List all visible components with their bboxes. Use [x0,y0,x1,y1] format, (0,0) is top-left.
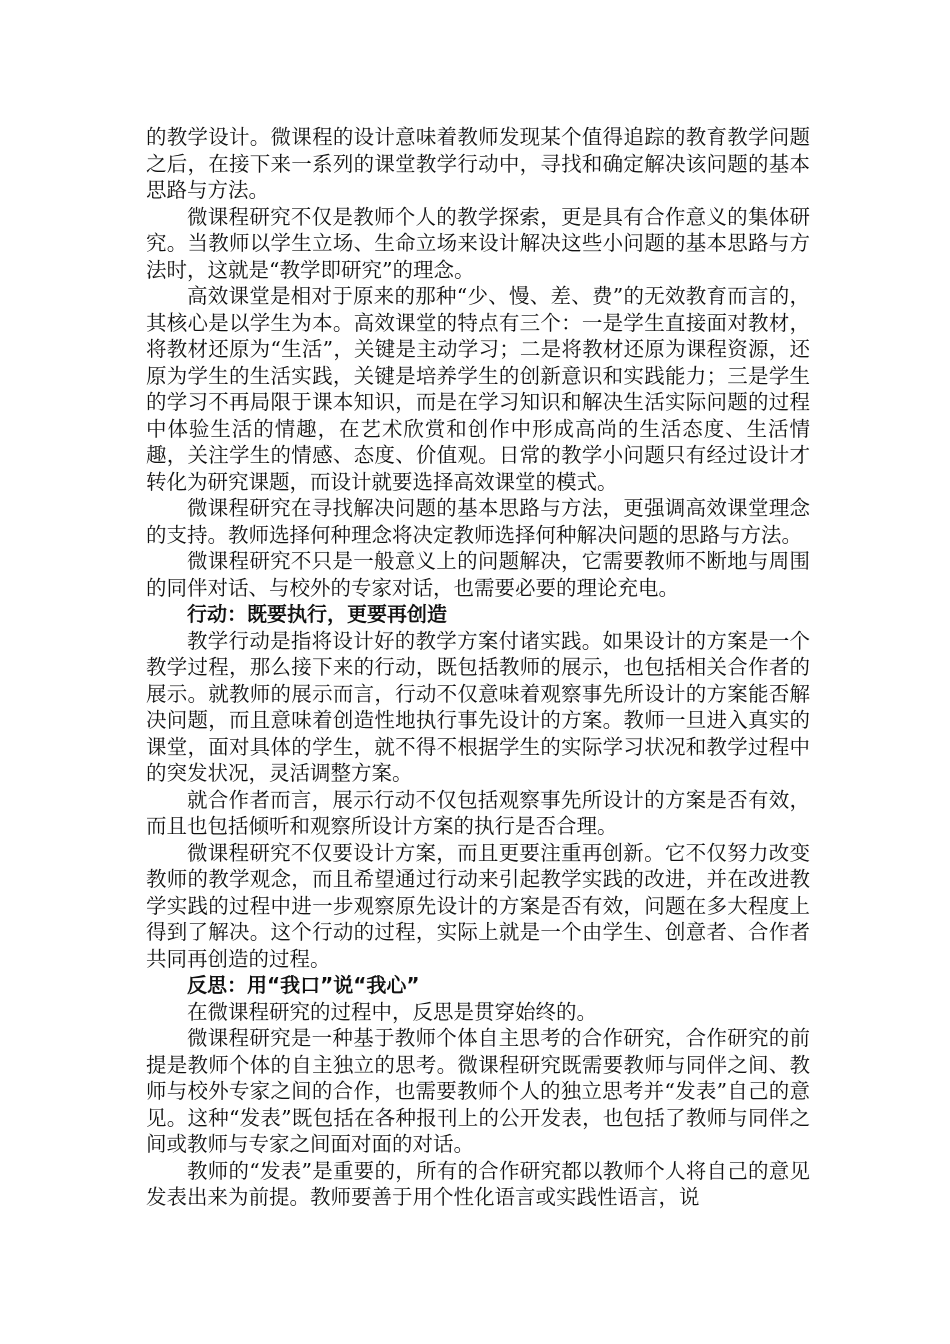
paragraph-independent-thinking: 微课程研究是一种基于教师个体自主思考的合作研究，合作研究的前提是教师个体的自主独立的思考。微课程研究既需要教师与同伴之间、教师与校外专家之间的合作，也需要教师个人的独立思考并“发表”自己的意见。这种“发表”既包括在各种报刊上的公开发表，也包括了教师与同伴之间或教师与专家之间面对面的对话。 [146,1026,810,1156]
section-heading-reflection: 反思：用“我口”说“我心” [187,973,420,997]
section-heading-action: 行动：既要执行，更要再创造 [187,602,447,626]
document-body [146,124,810,1211]
paragraph-collaborators: 就合作者而言，展示行动不仅包括观察事先所设计的方案是否有效，而且也包括倾听和观察所设计方案的执行是否合理。 [146,787,810,838]
paragraph-recreation: 微课程研究不仅要设计方案，而且更要注重再创新。它不仅努力改变教师的教学观念，而且希望通过行动来引起教学实践的改进，并在改进教学实践的过程中进一步观察原先设计的方案是否有效，问题在多大程度上得到了解决。这个行动的过程，实际上就是一个由学生、创意者、合作者共同再创造的过程。 [146,840,810,971]
paragraph-publishing: 教师的“发表”是重要的，所有的合作研究都以教师个人将自己的意见发表出来为前提。教师要善于用个性化语言或实践性语言，说 [146,1158,810,1209]
paragraph-teaching-action: 教学行动是指将设计好的教学方案付诸实践。如果设计的方案是一个教学过程，那么接下来的行动，既包括教师的展示，也包括相关合作者的展示。就教师的展示而言，行动不仅意味着观察事先所设计的方案能否解决问题，而且意味着创造性地执行事先设计的方案。教师一旦进入真实的课堂，面对具体的学生，就不得不根据学生的实际学习状况和教学过程中的突发状况，灵活调整方案。 [146,628,810,785]
paragraph-collaborative-research: 微课程研究不仅是教师个人的教学探索，更是具有合作意义的集体研究。当教师以学生立场、生命立场来设计解决这些小问题的基本思路与方法时，这就是“教学即研究”的理念。 [146,204,810,282]
paragraph-theory-support: 微课程研究在寻找解决问题的基本思路与方法，更强调高效课堂理念的支持。教师选择何种理念将决定教师选择何种解决问题的思路与方法。 [146,496,810,547]
paragraph-efficient-classroom: 高效课堂是相对于原来的那种“少、慢、差、费”的无效教育而言的，其核心是以学生为本。高效课堂的特点有三个：一是学生直接面对教材，将教材还原为“生活”，关键是主动学习；二是将教材还原为课程资源，还原为学生的生活实践，关键是培养学生的创新意识和实践能力；三是学生的学习不再局限于课本知识，而是在学习知识和解决生活实际问题的过程中体验生活的情趣，在艺术欣赏和创作中形成高尚的生活态度、生活情趣，关注学生的情感、态度、价值观。日常的教学小问题只有经过设计才转化为研究课题，而设计就要选择高效课堂的模式。 [146,284,810,494]
paragraph-continuation: 的教学设计。微课程的设计意味着教师发现某个值得追踪的教育教学问题之后，在接下来一系列的课堂教学行动中，寻找和确定解决该问题的基本思路与方法。 [146,125,810,202]
paragraph-dialogue: 微课程研究不只是一般意义上的问题解决，它需要教师不断地与周围的同伴对话、与校外的专家对话，也需要必要的理论充电。 [146,549,810,600]
paragraph-reflection-throughout: 在微课程研究的过程中，反思是贯穿始终的。 [187,999,597,1024]
